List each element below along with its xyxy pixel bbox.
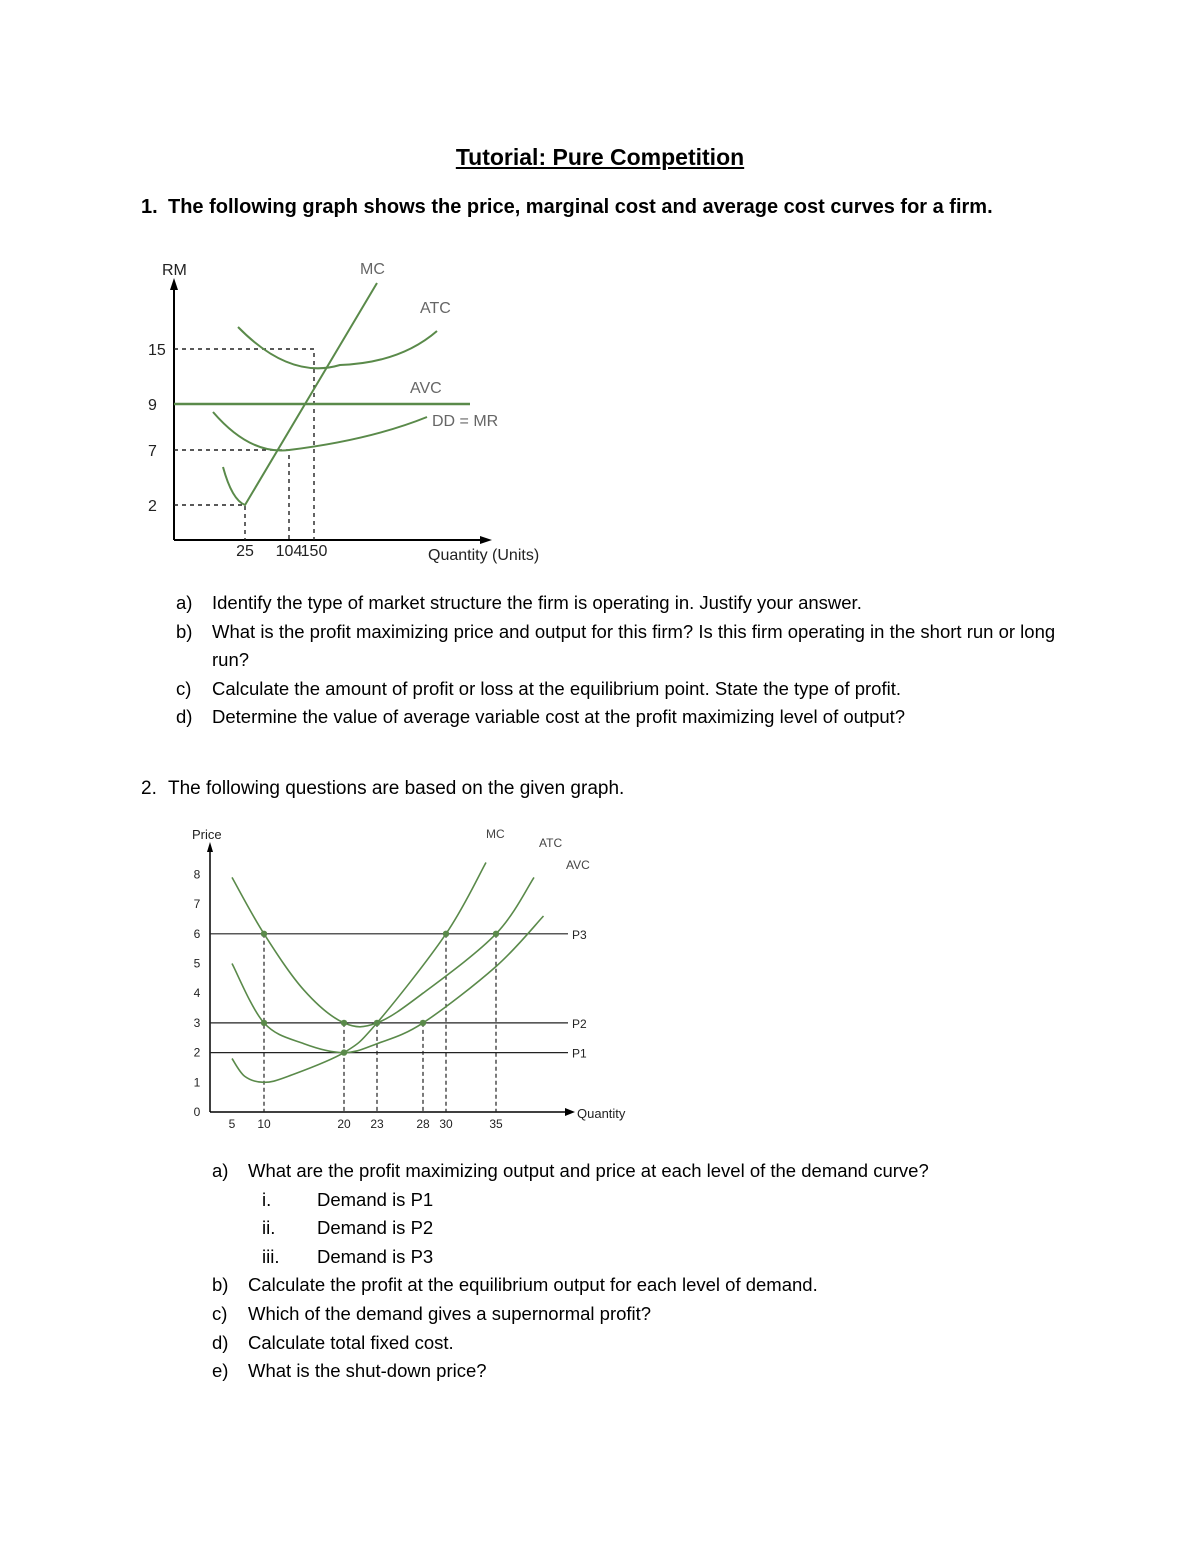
- chart-1-avc-curve: [213, 412, 427, 451]
- q2-part-label: e): [212, 1360, 229, 1382]
- question-1-number: 1.: [141, 196, 158, 218]
- question-2-parts: [212, 1157, 1072, 1386]
- chart-1-guide-atc: [174, 349, 314, 540]
- q2-part-label: iii.: [262, 1245, 280, 1267]
- q1-part-label: c): [176, 677, 192, 699]
- chart-1-guide-avc: [174, 450, 289, 540]
- q2-part-text: Demand is P3: [317, 1245, 434, 1267]
- chart-2-demand-label: P3: [572, 927, 587, 942]
- q2-part-text: What is the shut-down price?: [248, 1360, 487, 1382]
- q1-part-text: Determine the value of average variable cost at the profit maximizing level of output?: [212, 706, 906, 728]
- chart-2-y-tick: 0: [193, 1105, 201, 1119]
- chart-2-y-tick: 7: [193, 897, 201, 912]
- page-title: Tutorial: Pure Competition: [455, 144, 745, 170]
- chart-2-demand-label: P1: [572, 1046, 587, 1061]
- q2-part: [212, 1271, 1072, 1300]
- chart-1-series-label: DD = MR: [432, 413, 499, 430]
- q2-part-label: d): [212, 1331, 229, 1353]
- q2-part-label: ii.: [262, 1217, 276, 1239]
- chart-2-y-tick: 4: [193, 986, 201, 1001]
- q1-part: [176, 675, 1056, 704]
- q1-part-text: What is the profit maximizing price and output for this firm? Is this firm operating in the short run or long run?: [212, 620, 1056, 671]
- q2-part: [212, 1357, 1072, 1386]
- chart-2-demand-label: P2: [572, 1016, 587, 1031]
- question-1-text: The following graph shows the price, marginal cost and average cost curves for a firm.: [168, 196, 993, 218]
- chart-1-y-tick: 15: [148, 342, 166, 359]
- chart-2-x-tick: 30: [439, 1117, 453, 1131]
- question-1-parts: [176, 589, 1056, 732]
- chart-1-series-label: MC: [360, 261, 385, 278]
- q1-part-text: Identify the type of market structure the firm is operating in. Justify your answer.: [212, 592, 862, 613]
- question-2-text: The following questions are based on the given graph.: [168, 778, 625, 799]
- q2-part: [212, 1329, 1072, 1358]
- chart-1-guide-mc-min: [174, 505, 245, 540]
- q1-part-label: d): [176, 706, 193, 728]
- q2-part: [212, 1300, 1072, 1329]
- chart-1-x-label: Quantity (Units): [428, 547, 540, 564]
- chart-2-x-tick: 28: [416, 1117, 430, 1131]
- chart-1-series-label: ATC: [420, 300, 451, 317]
- chart-2-x-label: Quantity: [577, 1106, 626, 1121]
- chart-2-series-label: AVC: [566, 858, 590, 872]
- q1-part: [176, 703, 1056, 732]
- q2-part-text: What are the profit maximizing output and price at each level of the demand curve?: [248, 1160, 929, 1181]
- q2-part-label: i.: [262, 1188, 272, 1210]
- chart-1-x-tick: 150: [300, 543, 328, 560]
- chart-2-x-tick: 35: [489, 1117, 503, 1131]
- chart-2-y-tick: 6: [193, 926, 201, 941]
- q2-part-label: c): [212, 1302, 228, 1324]
- q1-part: [176, 589, 1056, 618]
- q2-part-text: Calculate total fixed cost.: [248, 1331, 454, 1353]
- chart-2-y-tick: 1: [193, 1075, 201, 1090]
- q1-part: [176, 618, 1056, 675]
- chart-1-y-label: RM: [162, 262, 187, 279]
- q2-part-text: Demand is P1: [317, 1188, 434, 1210]
- chart-1-x-tick: 25: [236, 543, 254, 560]
- chart-2-x-tick: 10: [257, 1117, 271, 1131]
- q1-part-text: Calculate the amount of profit or loss at the equilibrium point. State the type of profit.: [212, 677, 901, 699]
- q2-part-label: b): [212, 1274, 229, 1296]
- chart-2-x-tick: 20: [337, 1117, 351, 1131]
- chart-2-y-tick: 3: [193, 1015, 201, 1030]
- q2-part-text: Calculate the profit at the equilibrium output for each level of demand.: [248, 1274, 818, 1296]
- chart-2-y-tick: 8: [193, 867, 201, 882]
- chart-1-mc-curve: [223, 283, 377, 505]
- chart-1-x-tick: 104: [275, 543, 303, 560]
- chart-1-y-arrow: [170, 278, 178, 290]
- chart-2-y-label: Price: [192, 827, 222, 842]
- chart-2-series-label: ATC: [539, 836, 563, 850]
- chart-2-y-tick: 5: [193, 956, 201, 971]
- q2-part-label: a): [212, 1160, 229, 1181]
- q2-part-text: Which of the demand gives a supernormal profit?: [248, 1302, 652, 1324]
- question-2: [141, 778, 624, 800]
- q1-part-label: b): [176, 620, 193, 642]
- chart-1-series-label: AVC: [410, 380, 442, 397]
- chart-1-y-tick: 2: [148, 498, 157, 515]
- chart-1-y-tick: 7: [148, 443, 157, 460]
- chart-1-y-tick: 9: [148, 397, 157, 414]
- q1-part-label: a): [176, 592, 193, 613]
- chart-2-y-tick: 2: [193, 1045, 201, 1060]
- q2-part-text: Demand is P2: [317, 1217, 434, 1239]
- q2-part: [212, 1243, 1072, 1272]
- chart-1-axes: [170, 278, 492, 544]
- chart-2-x-tick: 23: [370, 1117, 384, 1131]
- chart-2-series-label: MC: [486, 827, 505, 841]
- q2-part: [212, 1214, 1072, 1243]
- chart-2-x-tick: 5: [228, 1117, 236, 1131]
- chart-1-x-arrow: [480, 536, 492, 544]
- q2-part: [212, 1157, 1072, 1186]
- q2-part: [212, 1186, 1072, 1215]
- question-2-number: 2.: [141, 778, 157, 799]
